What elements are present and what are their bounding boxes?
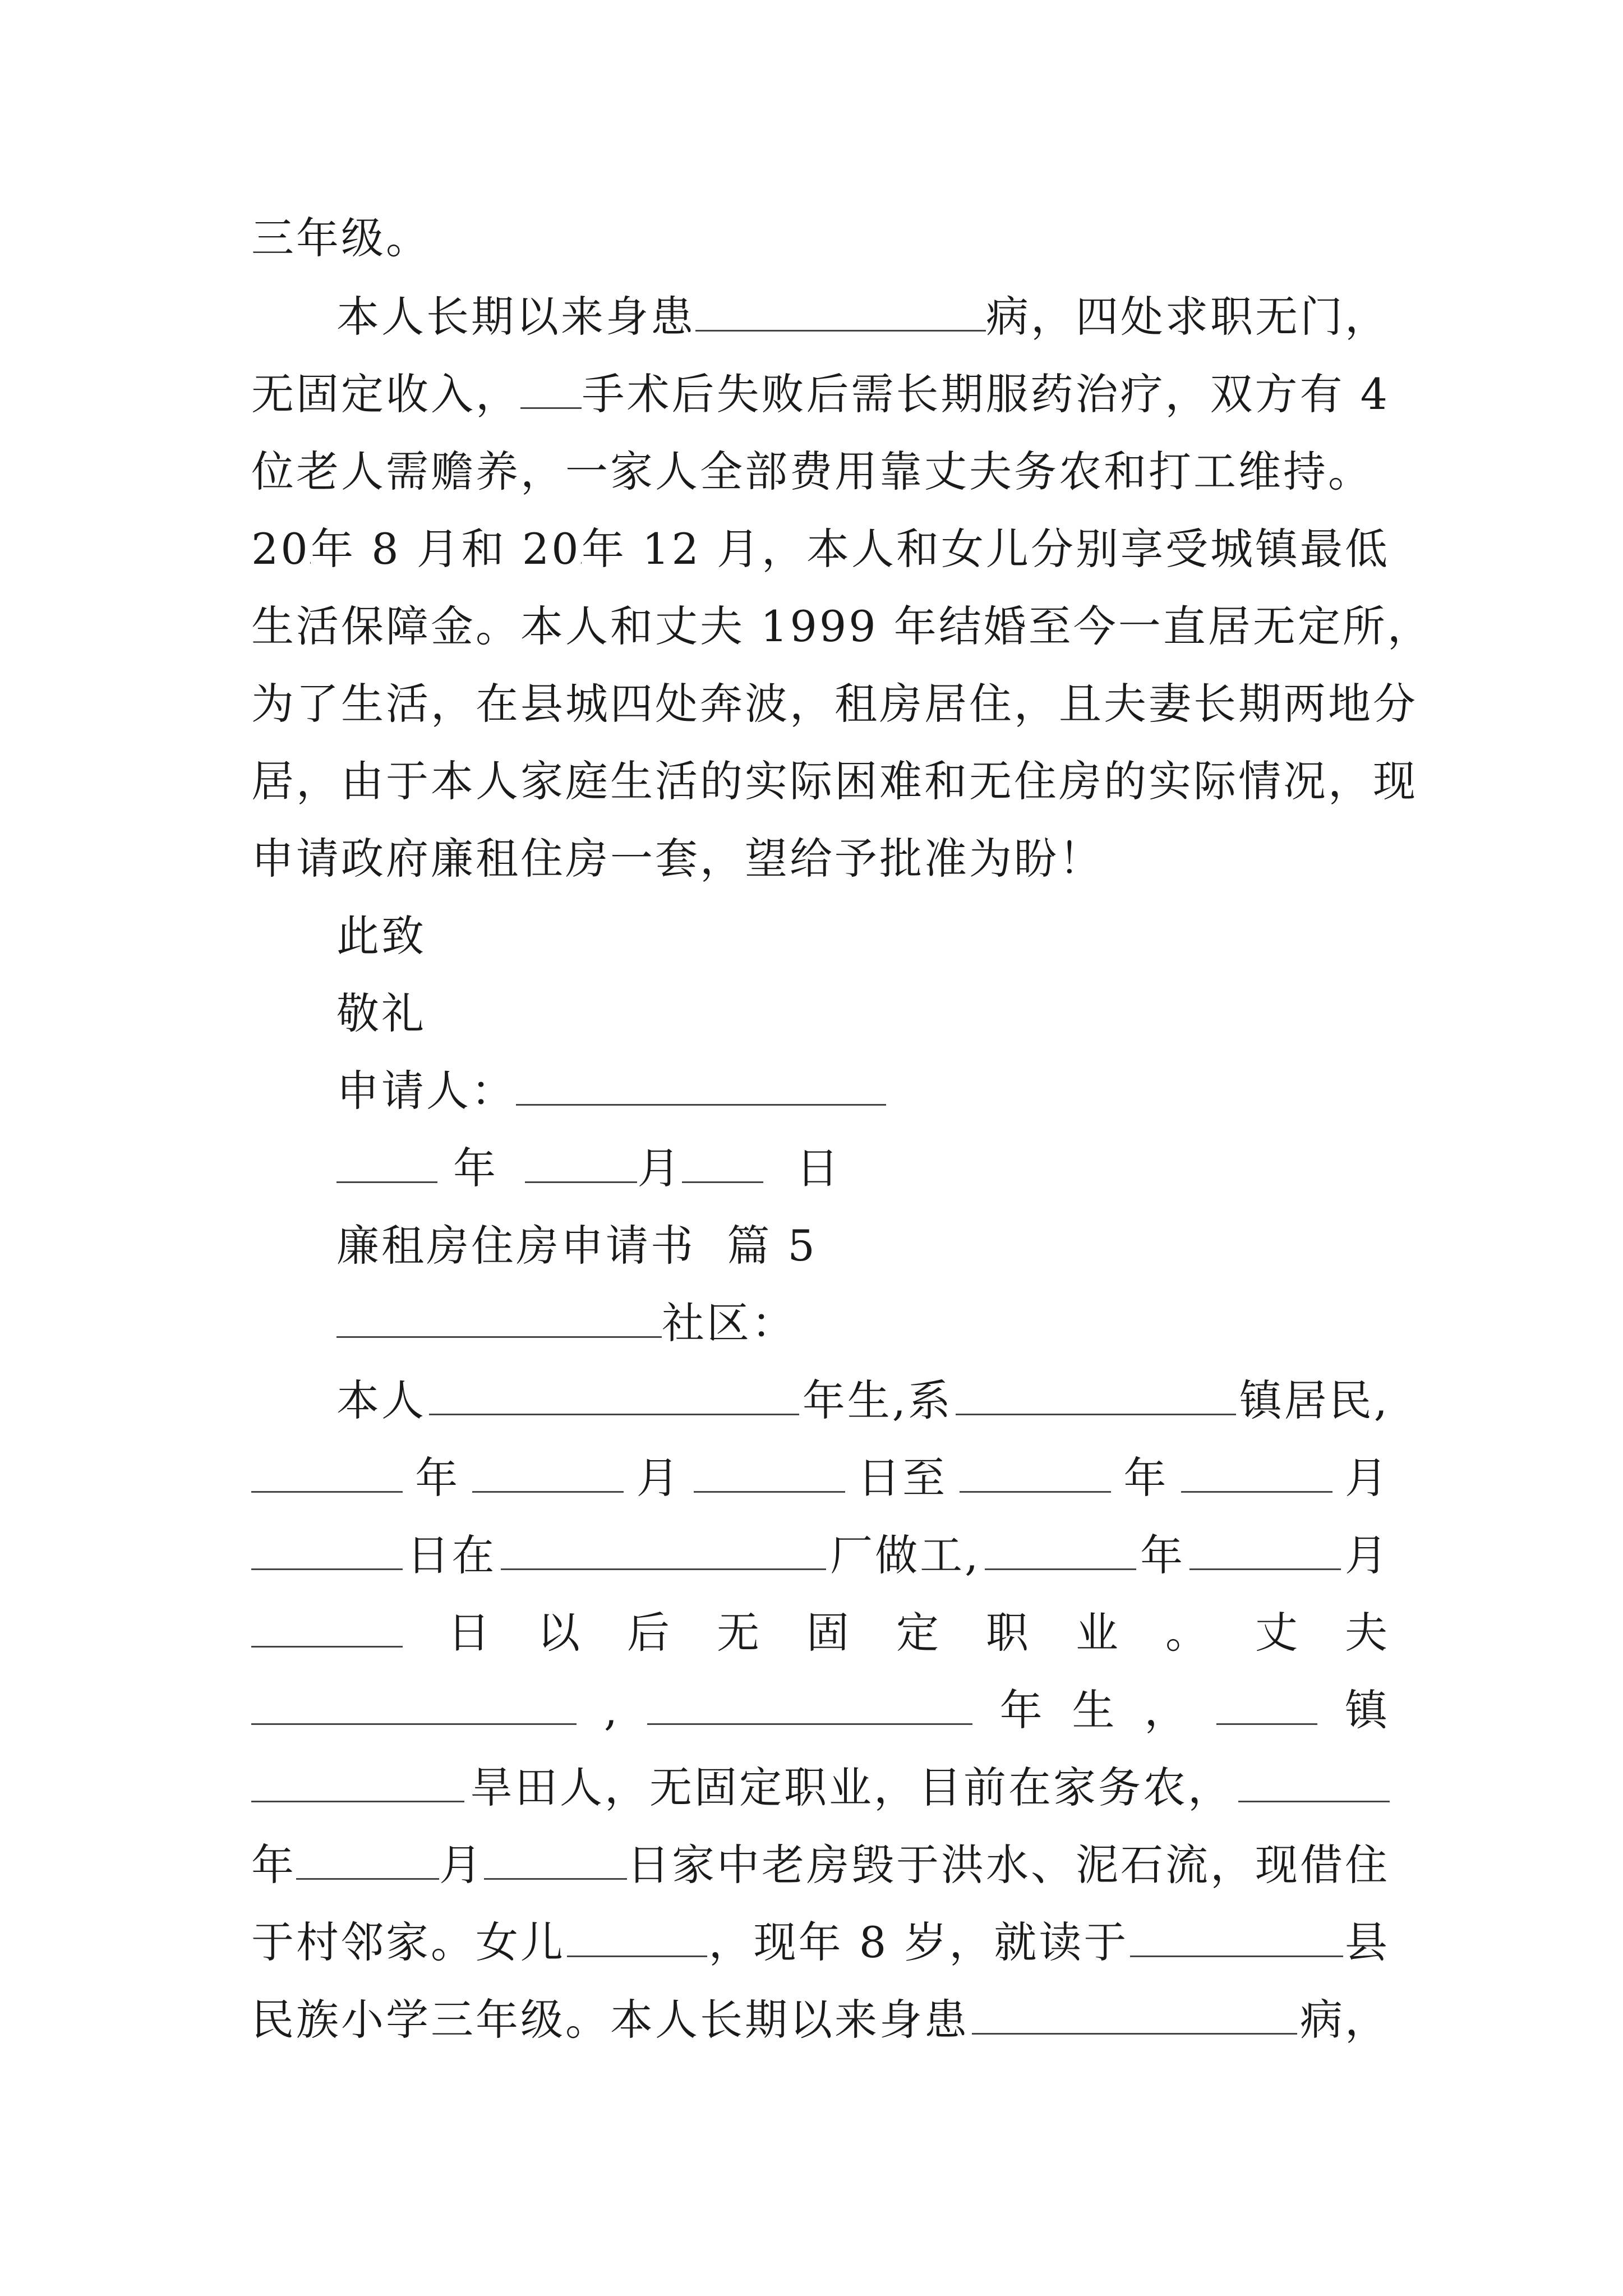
blank-field[interactable] (296, 1843, 439, 1880)
blank-field[interactable] (1216, 1688, 1317, 1725)
text-line-7: 为了生活，在县城四处奔波，租房居住，且夫妻长期两地分 (251, 679, 1418, 729)
blank-field[interactable] (1238, 1766, 1390, 1802)
text-line-3: 无固定收入， 手术后失败后需长期服药治疗，双方有 4 (251, 369, 1390, 419)
blank-field[interactable] (960, 1456, 1111, 1493)
text-line-22: 年 月 日家中老房毁于洪水、泥石流，现借住 (251, 1840, 1390, 1890)
blank-field[interactable] (694, 1456, 845, 1493)
year-field[interactable] (336, 1147, 437, 1183)
addressee-line: 社区： (336, 1298, 1475, 1349)
blank-field[interactable] (472, 1456, 624, 1493)
month-field[interactable] (525, 1147, 637, 1183)
blank-field[interactable] (972, 1998, 1297, 2035)
blank-field[interactable] (1189, 1534, 1341, 1570)
text-line-21: 旱田人，无固定职业，目前在家务农， (251, 1763, 1390, 1813)
closing-regards: 敬礼 (336, 988, 426, 1038)
blank-field[interactable] (520, 372, 582, 409)
blank-field[interactable] (484, 1843, 627, 1880)
blank-field[interactable] (1181, 1456, 1332, 1493)
blank-field[interactable] (985, 1534, 1136, 1570)
blank-field[interactable] (501, 1534, 826, 1570)
text-line-6: 生活保障金。本人和丈夫 1999 年结婚至今一直居无定所， (251, 601, 1432, 651)
day-field[interactable] (682, 1147, 763, 1183)
blank-field[interactable] (251, 1456, 403, 1493)
text-line-20: , 年 生 ， 镇 (251, 1685, 1390, 1736)
blank-field[interactable] (1130, 1921, 1343, 1957)
text-line-18: 日在 厂做工, 年 月 (251, 1530, 1390, 1581)
applicant-name-field[interactable] (516, 1069, 886, 1106)
blank-field[interactable] (647, 1688, 972, 1725)
closing-salutation: 此致 (336, 911, 426, 961)
blank-field[interactable] (251, 1688, 577, 1725)
blank-field[interactable] (695, 295, 986, 332)
text-line-5: 20 年 8 月和 20 年 12 月，本人和女儿分别享受城镇最低 (251, 524, 1390, 574)
section-heading: 廉租房住房申请书 篇 5 (336, 1221, 817, 1271)
blank-field[interactable] (429, 1379, 799, 1415)
blank-field[interactable] (251, 1534, 403, 1570)
community-field[interactable] (336, 1301, 662, 1338)
blank-field[interactable] (251, 1611, 403, 1648)
text-line-17: 年 月 日至 年 月 (251, 1453, 1390, 1503)
text-line-4: 位老人需赡养，一家人全部费用靠丈夫务农和打工维持。 (251, 447, 1373, 496)
text-line-24: 民族小学三年级。本人长期以来身患 病， (251, 1995, 1390, 2045)
text-line-1: 三年级。 (251, 213, 431, 263)
text-line-9: 申请政府廉租住房一套，望给予批准为盼！ (251, 834, 1104, 884)
text-line-19: 日 以 后 无 固 定 职 业 。 丈 夫 (251, 1608, 1390, 1658)
date-line: 年 月 日 (336, 1143, 1475, 1194)
text-line-2: 本人长期以来身患 病，四处求职无门， (336, 292, 1390, 342)
blank-field[interactable] (251, 1766, 464, 1802)
text-line-8: 居，由于本人家庭生活的实际困难和无住房的实际情况，现 (251, 756, 1418, 806)
blank-field[interactable] (567, 1921, 707, 1957)
applicant-signature: 申请人： (336, 1066, 1475, 1116)
text-line-16: 本人 年生,系 镇居民, (336, 1375, 1390, 1425)
text-line-23: 于村邻家。女儿 ，现年 8 岁，就读于 县 (251, 1917, 1390, 1967)
blank-field[interactable] (956, 1379, 1236, 1415)
